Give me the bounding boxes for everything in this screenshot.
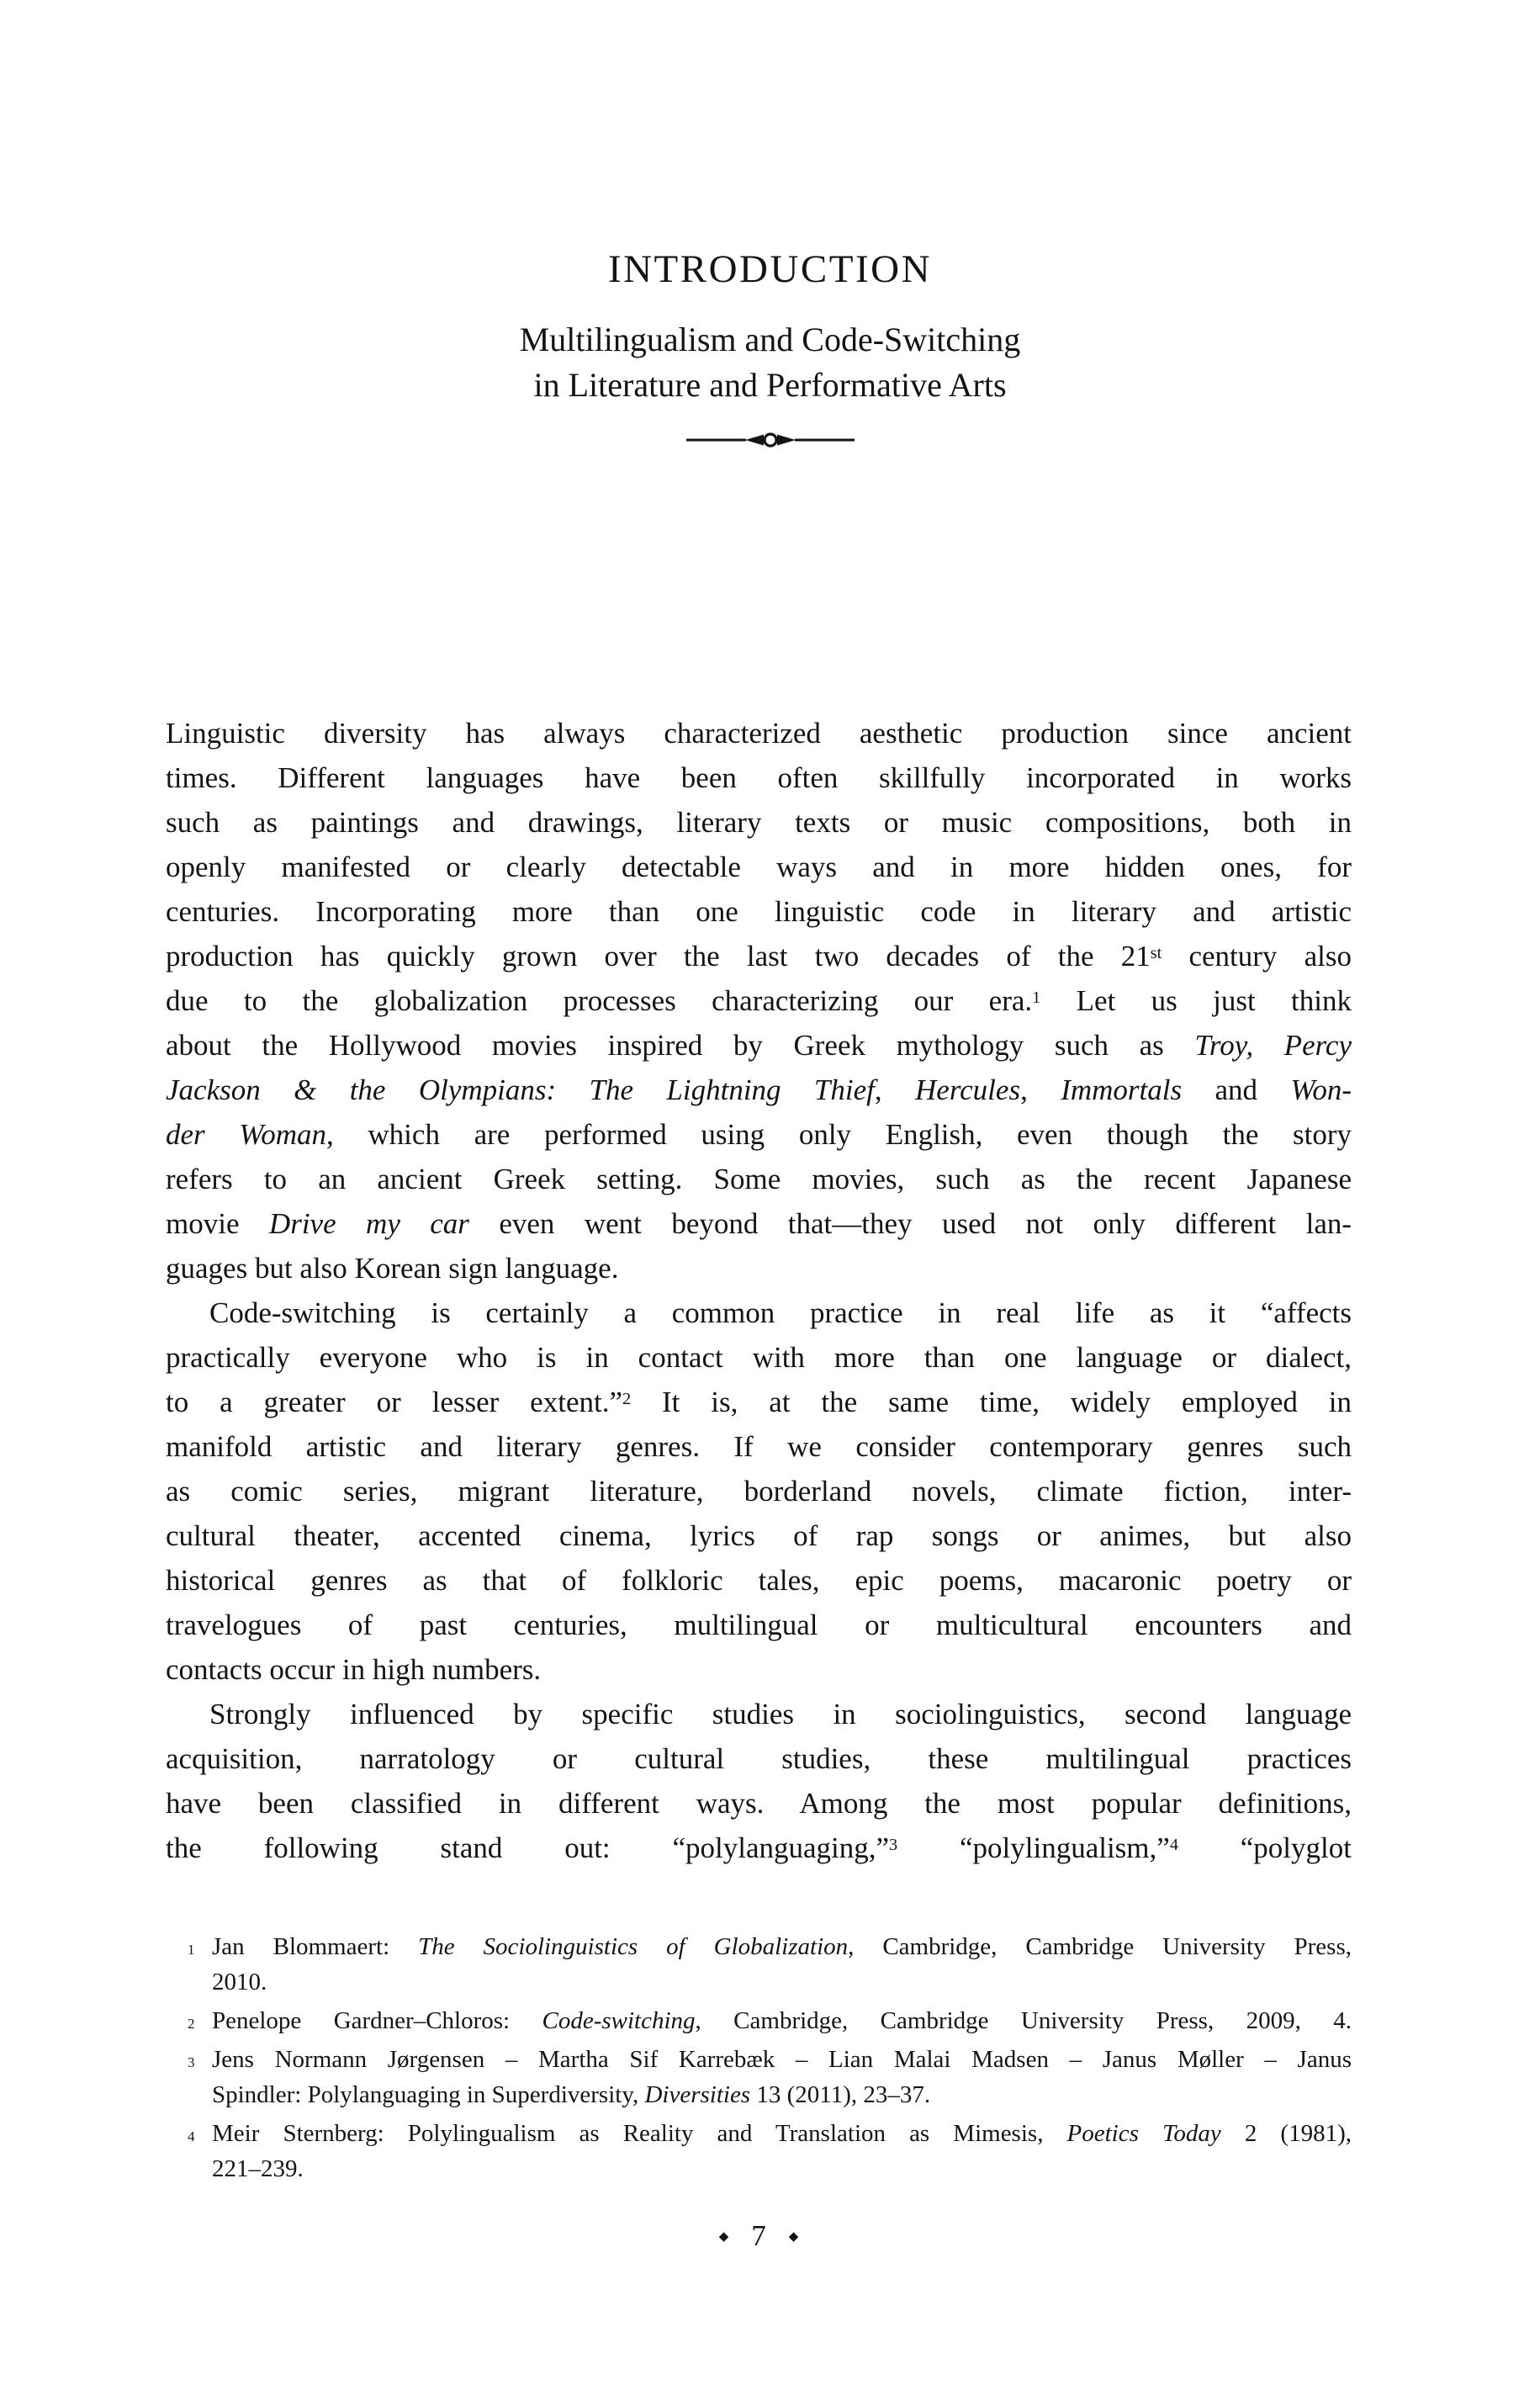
page-number-ornament-right: ◆ xyxy=(788,2229,799,2244)
footnote-marker: 4 xyxy=(188,2128,195,2144)
page-number-ornament-left: ◆ xyxy=(718,2229,729,2244)
body-paragraph xyxy=(166,711,1352,1291)
footnote-marker: 1 xyxy=(188,1942,195,1958)
footnote xyxy=(166,2003,1352,2038)
text-line: such as paintings and drawings, literary texts or music compositions, both in xyxy=(166,806,1352,839)
footnotes-section xyxy=(166,1929,1352,2190)
text-line: Spindler: Polylanguaging in Superdiversity, Diversities 13 (2011), 23–37. xyxy=(212,2081,931,2108)
text-line: the following stand out: “polylanguaging,”$^3$ “polylingualism,”$^4$ “polyglot xyxy=(166,1831,1352,1864)
text-line: Penelope Gardner–Chloros: Code-switching, Cambridge, Cambridge University Press, 2009, 4. xyxy=(212,2007,1352,2034)
text-line: production has quickly grown over the last two decades of the 21st century also xyxy=(166,940,1352,973)
chapter-subtitle xyxy=(0,317,1540,408)
text-line: due to the globalization processes characterizing our era.$^1$ Let us just think xyxy=(166,984,1352,1017)
text-line: 2010. xyxy=(212,1969,267,1995)
text-line: guages but also Korean sign language. xyxy=(166,1252,619,1285)
text-line: Code-switching is certainly a common practice in real life as it “affects xyxy=(209,1296,1352,1329)
body-paragraph xyxy=(166,1291,1352,1692)
text-line: have been classified in different ways. Among the most popular definitions, xyxy=(166,1787,1352,1820)
footnote xyxy=(166,2042,1352,2112)
body-text xyxy=(166,711,1352,1870)
text-line: about the Hollywood movies inspired by Greek mythology such as Troy, Percy xyxy=(166,1029,1352,1062)
page-number: 7 xyxy=(751,2219,766,2252)
body-paragraph xyxy=(166,1692,1352,1870)
chapter-subtitle-line1: Multilingualism and Code-Switching xyxy=(519,321,1021,358)
footnote-marker: 3 xyxy=(188,2054,195,2070)
text-line: 221–239. xyxy=(212,2155,304,2182)
text-line: Jens Normann Jørgensen – Martha Sif Karrebæk – Lian Malai Madsen – Janus Møller – Janus xyxy=(212,2046,1352,2073)
text-line: refers to an ancient Greek setting. Some movies, such as the recent Japanese xyxy=(166,1163,1352,1195)
text-line: to a greater or lesser extent.”$^2$ It is, at the same time, widely employed in xyxy=(166,1386,1352,1418)
text-line: Meir Sternberg: Polylingualism as Reality and Translation as Mimesis, Poetics Today 2 (1981), xyxy=(212,2120,1352,2147)
text-line: Jan Blommaert: The Sociolinguistics of Globalization, Cambridge, Cambridge University Press, xyxy=(212,1933,1352,1960)
text-line: Jackson & the Olympians: The Lightning Thief, Hercules, Immortals and Won- xyxy=(166,1073,1352,1106)
text-line: openly manifested or clearly detectable ways and in more hidden ones, for xyxy=(166,851,1352,883)
footnote xyxy=(166,1929,1352,2000)
text-line: historical genres as that of folkloric tales, epic poems, macaronic poetry or xyxy=(166,1564,1352,1597)
text-line: acquisition, narratology or cultural studies, these multilingual practices xyxy=(166,1742,1352,1775)
text-line: manifold artistic and literary genres. If we consider contemporary genres such xyxy=(166,1430,1352,1463)
text-line: travelogues of past centuries, multilingual or multicultural encounters and xyxy=(166,1609,1352,1641)
text-line: practically everyone who is in contact with more than one language or dialect, xyxy=(166,1341,1352,1374)
text-line: contacts occur in high numbers. xyxy=(166,1653,542,1686)
text-line: times. Different languages have been often skillfully incorporated in works xyxy=(166,761,1352,794)
text-line: der Woman, which are performed using only English, even though the story xyxy=(166,1118,1352,1151)
text-line: centuries. Incorporating more than one linguistic code in literary and artistic xyxy=(166,895,1352,928)
chapter-header xyxy=(0,247,1540,449)
text-line: cultural theater, accented cinema, lyrics of rap songs or animes, but also xyxy=(166,1519,1352,1552)
divider-ornament-icon xyxy=(0,431,1540,449)
text-line: Strongly influenced by specific studies in sociolinguistics, second language xyxy=(209,1698,1352,1730)
chapter-subtitle-line2: in Literature and Performative Arts xyxy=(533,366,1007,404)
page-footer xyxy=(166,2218,1352,2255)
text-line: as comic series, migrant literature, borderland novels, climate fiction, inter- xyxy=(166,1475,1352,1508)
text-line: movie Drive my car even went beyond that—they used not only different lan- xyxy=(166,1207,1352,1240)
footnote-marker: 2 xyxy=(188,2016,195,2032)
footnote xyxy=(166,2116,1352,2186)
text-line: Linguistic diversity has always characterized aesthetic production since ancient xyxy=(166,717,1352,750)
chapter-title: INTRODUCTION xyxy=(607,247,933,291)
